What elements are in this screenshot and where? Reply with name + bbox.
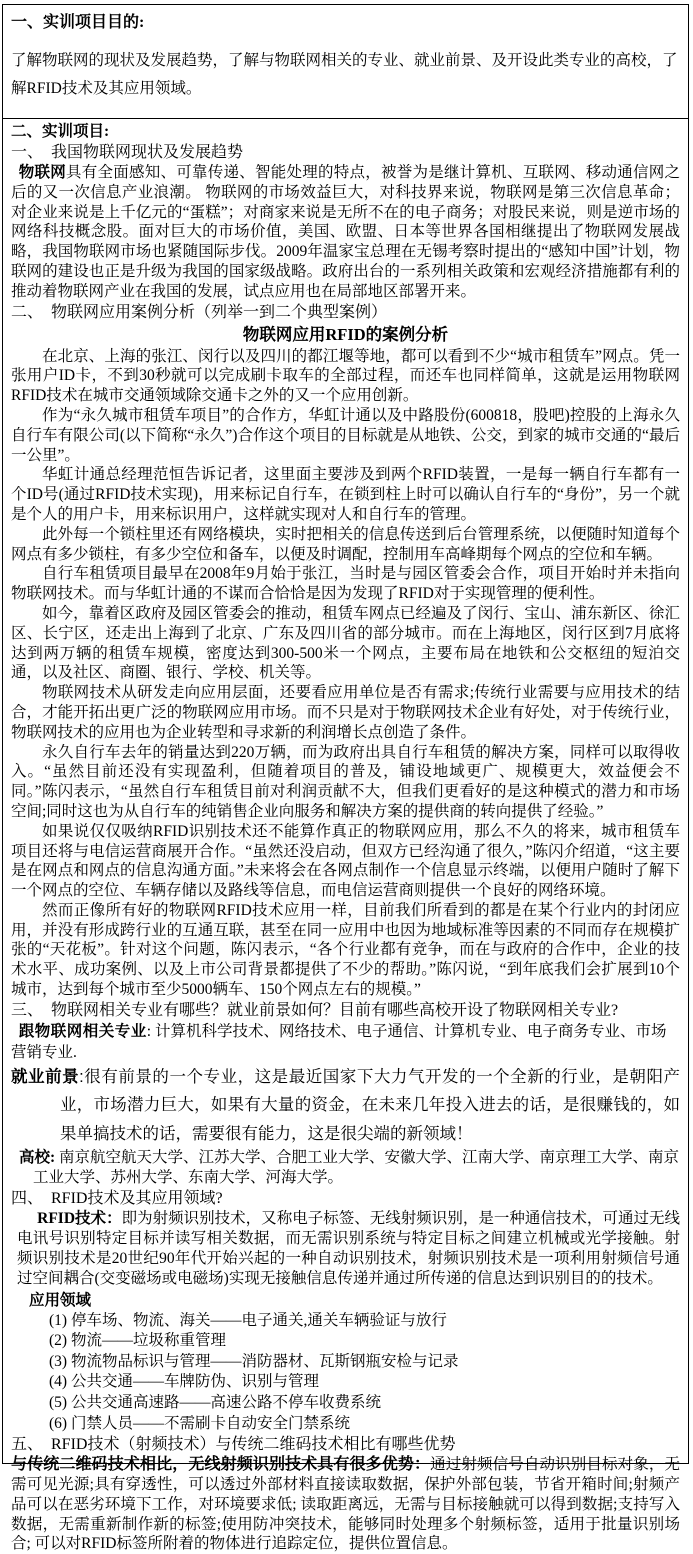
application-item-6: (6) 门禁人员——不需刷卡自动安全门禁系统 <box>49 1414 350 1432</box>
case-paragraph-2: 作为“永久城市租赁车项目”的合作方，华虹计通以及中路股份(600818，股吧)控股的上海永久自行车有限公司(以下简称“永久”)合作这个项目的目标就是从地铁、公交，到家的城市交通的“最后一公里”。 <box>11 406 680 464</box>
rfid-definition-text: 即为射频识别技术，又称电子标签、无线射频识别，是一种通信技术，可通过无线电讯号识别特定目标并读写相关数据，而无需识别系统与特定目标之间建立机械或光学接触。射频识别技术是20世纪90年代开始兴起的一种自动识别技术，射频识别技术是一项利用射频信号通过空间耦合(交变磁场或电磁场)实现无接触信息传递并通过所传递的信息达到识别目的的技术。 <box>17 1210 680 1287</box>
related-majors-label: 跟物联网相关专业 <box>18 1022 147 1040</box>
topic1-lead-bold: 物联网 <box>18 164 66 181</box>
related-majors <box>11 1021 680 1063</box>
career-prospects <box>11 1063 680 1149</box>
purpose-body: 了解物联网的现状及发展趋势，了解与物联网相关的专业、就业前景、及开设此类专业的高校，了解RFID技术及其应用领域。 <box>11 52 678 97</box>
career-prospects-text: :很有前景的一个专业，这是最近国家下大力气开发的一个全新的行业，是朝阳产业，市场潜力巨大，如果有大量的资金，在未来几年投入进去的话，是很赚钱的，如果单搞技术的话，需要很有能力，这是很尖端的新领域！ <box>60 1067 681 1143</box>
application-item-5: (5) 公共交通高速路——高速公路不停车收费系统 <box>49 1393 381 1411</box>
application-item-2: (2) 物流——垃圾称重管理 <box>49 1332 226 1350</box>
topic1-title: 一、 我国物联网现状及发展趋势 <box>11 144 244 161</box>
application-item-4: (4) 公共交通——车牌防伪、识别与管理 <box>49 1373 319 1391</box>
topic3-title: 三、 物联网相关专业有哪些？就业前景如何？目前有哪些高校开设了物联网相关专业? <box>11 1001 619 1019</box>
related-majors-text: : 计算机科学技术、网络技术、电子通信、计算机专业、电子商务专业、市场营销专业. <box>11 1022 667 1061</box>
application-item-1: (1) 停车场、物流、海关——电子通关,通关车辆验证与放行 <box>49 1311 447 1329</box>
topic1-paragraph <box>11 163 680 302</box>
rfid-definition-label: RFID技术： <box>37 1210 122 1228</box>
projects-heading: 二、实训项目: <box>11 123 110 140</box>
section-projects <box>3 119 688 1554</box>
case-paragraph-8: 永久自行车去年的销量达到220万辆，而为政府出具自行车租赁的解决方案，同样可以取得收入。“虽然目前还没有实现盈利，但随着项目的普及，铺设地域更广、规模更大，效益便会不同。”陈闪表示，“虽然自行车租赁目前对利润贡献不大，但我们更看好的是这种模式的潜力和市场空间;同时这也为从自行车的纯销售企业向服务和解决方案的提供商的转向提供了经验。” <box>11 743 680 820</box>
career-prospects-label: 就业前景 <box>11 1067 80 1086</box>
case-paragraph-3: 华虹计通总经理范恒告诉记者，这里面主要涉及到两个RFID装置，一是每一辆自行车都有一个ID号(通过RFID技术实现)，用来标记自行车，在锁到柱上时可以确认自行车的“身份”，另一个就是个人的用户卡，用来标识用户，这样就实现对人和自行车的管理。 <box>11 466 680 523</box>
purpose-heading: 一、实训项目目的: <box>11 14 145 31</box>
topic5-title: 五、 RFID技术（射频技术）与传统二维码技术相比有哪些优势 <box>11 1436 456 1454</box>
colleges <box>11 1148 680 1188</box>
case-paragraph-10: 然而正像所有好的物联网RFID技术应用一样，目前我们所看到的都是在某个行业内的封闭应用，并没有形成跨行业的互通互联，甚至在同一应用中也因为地域标准等因素的不同而存在规模扩张的“天花板”。针对这个问题，陈闪表示，“各个行业都有竞争，而在与政府的合作中，企业的技术水平、成功案例、以及上市公司背景都提供了不少的帮助。”陈闪说，“到年底我们会扩展到10个城市，达到每个城市至少5000辆车、150个网点左右的规模。” <box>11 901 680 999</box>
topic1-body-text: 具有全面感知、可靠传递、智能处理的特点，被誉为是继计算机、互联网、移动通信网之后的又一次信息产业浪潮。 物联网的市场效益巨大，对科技界来说，物联网是第三次信息革命；对企业来说是上千亿元的“蛋糕”；对商家来说是无所不在的电子商务；对股民来说，则是逆市场的网络科技概念股。面对巨大的市场价值，美国、欧盟、日本等世界各国相继提出了物联网发展战略，我国物联网市场也紧随国际步伐。2009年温家宝总理在无锡考察时提出的“感知中国”计划，物联网的建设也正是升级为我国的国家级战略。政府出台的一系列相关政策和宏观经济措施都有利的推动着物联网产业在我国的发展，试点应用也在局部地区部署开来。 <box>11 164 680 300</box>
colleges-text: 南京航空航天大学、江苏大学、合肥工业大学、安徽大学、江南大学、南京理工大学、南京工业大学、苏州大学、东南大学、河海大学。 <box>33 1149 680 1187</box>
rfid-advantages-text: 通过射频信号自动识别目标对象，无需可见光源;具有穿透性，可以透过外部材料直接读取数据，保护外部包装，节省开箱时间;射频产品可以在恶劣环境下工作，对环境要求低; 读取距离远，无需与目标接触就可以得到数据;支持写入数据，无需重新制作新的标签;使用防冲突技术，能够同时处理多个射频标签，适用于批量识别场合; 可以对RFID标签所附着的物体进行追踪定位，提供位置信息。 <box>11 1456 680 1553</box>
application-item-3: (3) 物流物品标识与管理——消防器材、瓦斯钢瓶安检与记录 <box>49 1352 459 1370</box>
case-paragraph-9: 如果说仅仅吸纳RFID识别技术还不能算作真正的物联网应用，那么不久的将来，城市租赁车项目还将与电信运营商展开合作。“虽然还没启动，但双方已经沟通了很久，”陈闪介绍道，“这主要是在网点和网点的信息沟通方面。”未来将会在各网点制作一个信息显示终端，以便用户随时了解下一个网点的空位、车辆存储以及路线等信息，而电信运营商则提供一个良好的网络环境。 <box>11 822 680 900</box>
colleges-label: 高校: <box>19 1149 56 1167</box>
case-paragraph-6: 如今，靠着区政府及园区管委会的推动，租赁车网点已经遍及了闵行、宝山、浦东新区、徐汇区、长宁区，还走出上海到了北京、广东及四川省的部分城市。而在上海地区，闵行区到7月底将达到两万辆的租赁车规模，密度达到300-500米一个网点，主要布局在地铁和公交枢纽的短泊交通，以及社区、商圈、银行、学校、机关等。 <box>11 604 680 682</box>
case-paragraph-1: 在北京、上海的张江、闵行以及四川的都江堰等地，都可以看到不少“城市租赁车”网点。凭一张用户ID卡，不到30秒就可以完成刷卡取车的全部过程，而还车也同样简单，这就是运用物联网RFID技术在城市交通领域除交通卡之外的又一个应用创新。 <box>11 347 680 405</box>
section-purpose <box>3 5 688 119</box>
document-table-border <box>2 4 689 1553</box>
rfid-definition <box>17 1209 680 1288</box>
case-paragraph-5: 自行车租赁项目最早在2008年9月始于张江，当时是与园区管委会合作，项目开始时并未指向物联网技术。而与华虹计通的不谋而合恰恰是因为发现了RFID对于实现管理的便利性。 <box>11 565 680 603</box>
case-paragraph-7: 物联网技术从研发走向应用层面，还要看应用单位是否有需求;传统行业需要与应用技术的结合，才能开拓出更广泛的物联网应用市场。而不只是对于物联网技术企业有好处，对于传统行业，物联网技术的应用也为企业转型和寻求新的利润增长点创造了条件。 <box>11 684 680 741</box>
rfid-advantages-label: 与传统二维码技术相比，无线射频识别技术具有很多优势： <box>11 1456 431 1474</box>
topic4-title: 四、 RFID技术及其应用领域? <box>11 1190 223 1208</box>
case-paragraph-4: 此外每一个锁柱里还有网络模块，实时把相关的信息传送到后台管理系统，以便随时知道每个网点有多少锁柱，有多少空位和备车，以便及时调配，控制用车高峰期每个网点的空位和车辆。 <box>11 525 680 563</box>
topic2-title: 二、 物联网应用案例分析（列举一到二个典型案例） <box>11 303 388 321</box>
application-fields-heading: 应用领域 <box>29 1291 92 1309</box>
case-analysis-title: 物联网应用RFID的案例分析 <box>242 324 449 344</box>
